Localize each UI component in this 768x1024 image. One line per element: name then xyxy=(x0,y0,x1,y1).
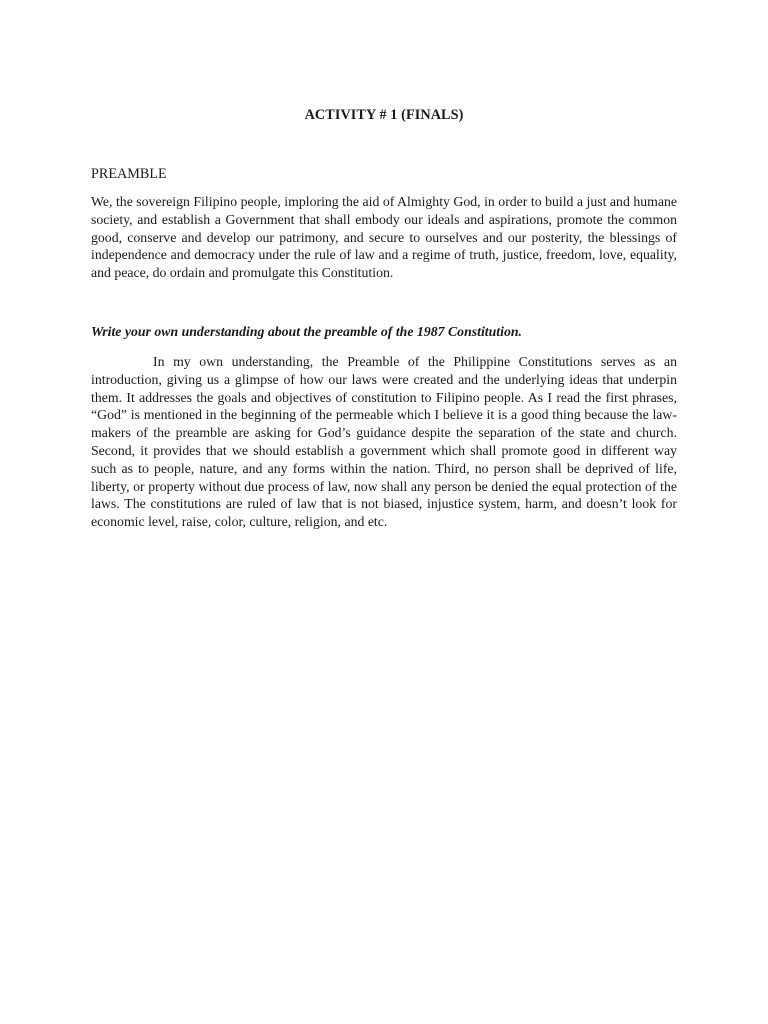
document-title: ACTIVITY # 1 (FINALS) xyxy=(304,107,464,123)
question-prompt: Write your own understanding about the preamble of the 1987 Constitution. xyxy=(91,324,522,339)
preamble-text: We, the sovereign Filipino people, imploring the aid of Almighty God, in order to build a just and humane society, and establish a Government that shall embody our ideals and aspirations, promote the common good, conserve and develop our patrimony, and secure to ourselves and our posterity, the blessings of independence and democracy under the rule of law and a regime of truth, justice, freedom, love, equality, and peace, do ordain and promulgate this Constitution. xyxy=(91,194,677,281)
answer-paragraph: In my own understanding, the Preamble of the Philippine Constitutions serves as an introduction, giving us a glimpse of how our laws were created and the underlying ideas that underpin them. It addresses the goals and objectives of constitution to Filipino people. As I read the first phrases, “God” is mentioned in the beginning of the permeable which I believe it is a good thing because the law-makers of the preamble are asking for God’s guidance despite the separation of the state and church. Second, it provides that we should establish a government which shall promote good in different way such as to people, nature, and any forms within the nation. Third, no person shall be deprived of life, liberty, or property without due process of law, now shall any person be denied the equal protection of the laws. The constitutions are ruled of law that is not biased, injustice system, harm, and doesn’t look for economic level, raise, color, culture, religion, and etc. xyxy=(91,354,677,530)
section-heading-preamble: PREAMBLE xyxy=(91,166,167,182)
